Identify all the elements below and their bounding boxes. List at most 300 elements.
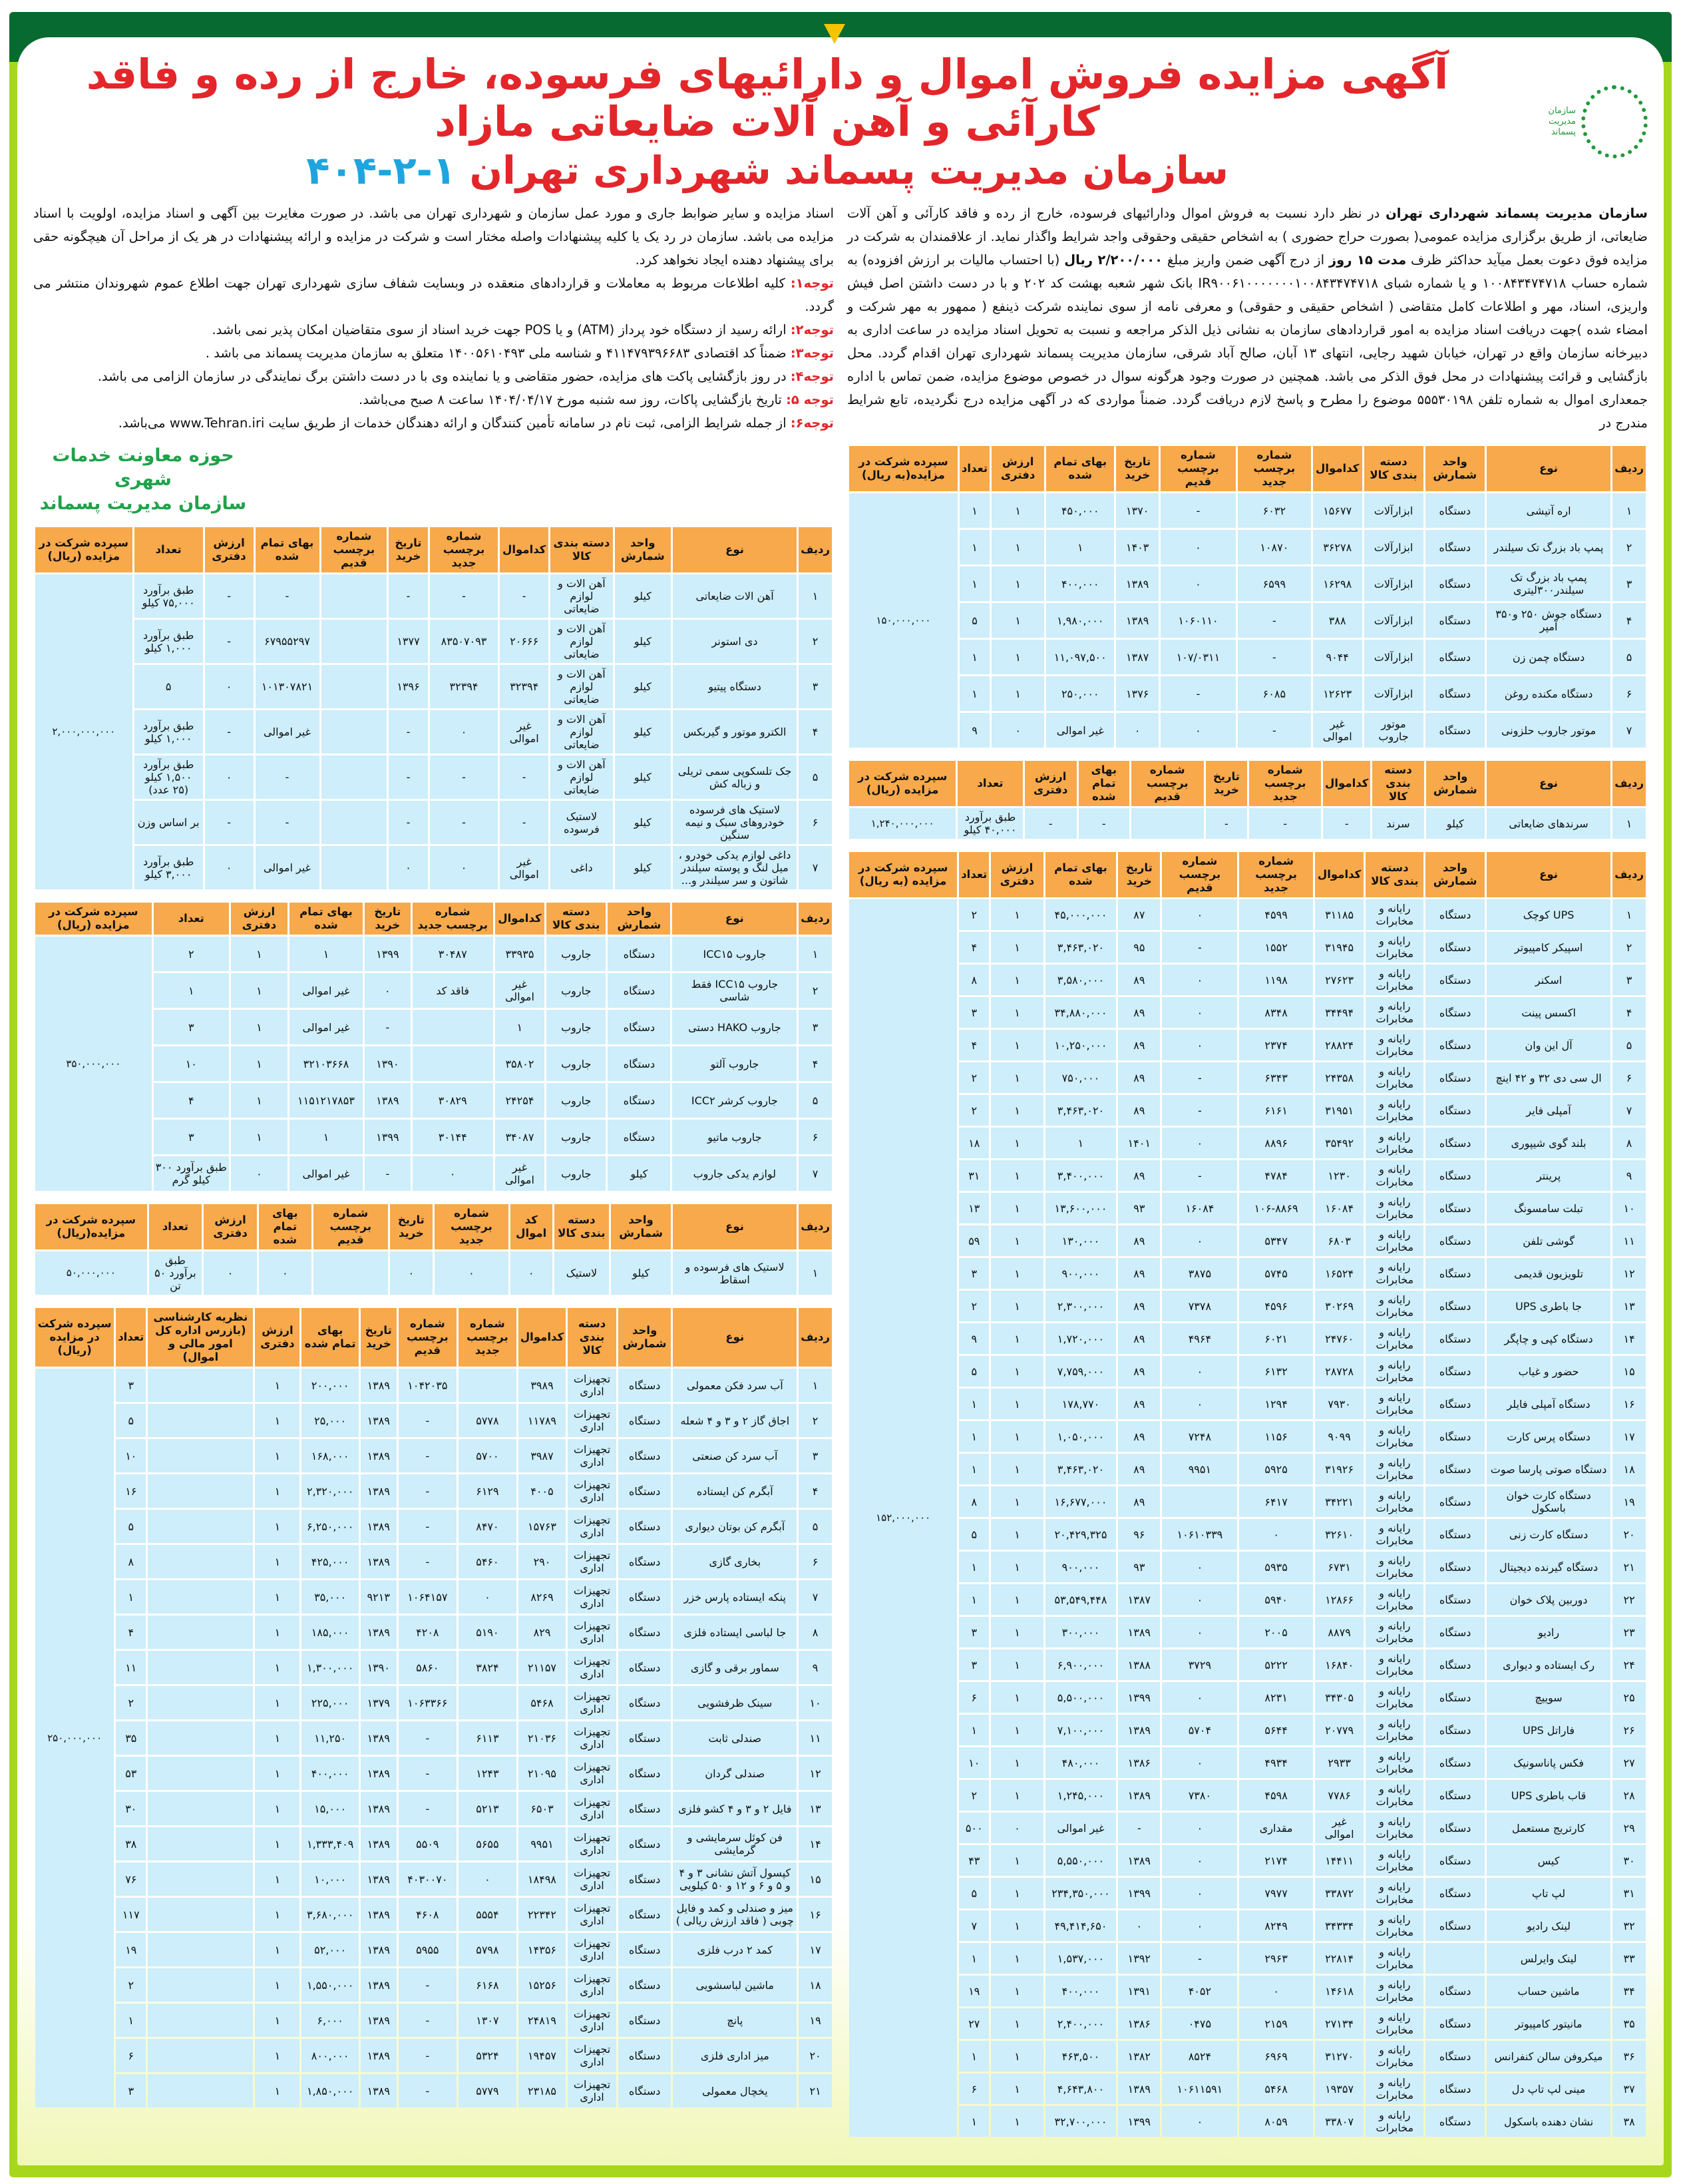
- table-cell: ۱: [960, 676, 990, 711]
- table-cell: ۱: [231, 1046, 287, 1081]
- table-cell: ۱۳۸۹: [361, 1369, 397, 1402]
- table-cell: ۱: [959, 1584, 989, 1615]
- item-name: اره آتیشی: [1487, 493, 1610, 528]
- table-cell: رایانه و مخابرات: [1366, 1030, 1423, 1060]
- table-cell: ۰: [259, 1251, 311, 1295]
- table-cell: [148, 1369, 253, 1402]
- item-name: قاب باطری UPS: [1487, 1780, 1610, 1811]
- column-header: نظریه کارشناسی (بازرس اداره کل امور مالی و اموال): [148, 1308, 253, 1367]
- table-cell: ۱: [991, 1943, 1043, 1974]
- table-row: [849, 1910, 1646, 1941]
- table-cell: ۵۴۶۸: [518, 1686, 566, 1719]
- item-name: جاروب HAKO دستی: [672, 1010, 797, 1044]
- content-columns: [33, 202, 1648, 2139]
- yellow-notch-marker: [824, 24, 845, 44]
- table-cell: ۱,۷۲۰,۰۰۰: [1045, 1323, 1117, 1354]
- table-cell: ۳۳۹۳۵: [495, 937, 544, 971]
- row-number: ۶: [799, 801, 832, 844]
- table-cell: ۸۹: [1118, 1225, 1160, 1256]
- table-cell: ۲۱۰۳۶: [518, 1721, 566, 1755]
- table-cell: رایانه و مخابرات: [1366, 2041, 1423, 2072]
- table-cell: ۱: [991, 1747, 1043, 1778]
- table-cell: ۴: [959, 932, 989, 963]
- table-cell: دستگاه: [1425, 1552, 1485, 1582]
- table-cell: ۸۰۵۹: [1239, 2106, 1312, 2137]
- table-cell: -: [205, 710, 254, 754]
- table-cell: [321, 710, 387, 754]
- table-cell: ۰: [205, 665, 254, 708]
- table-cell: ۵۹۲۵: [1239, 1454, 1312, 1484]
- table-cell: -: [389, 801, 428, 844]
- table-cell: رایانه و مخابرات: [1366, 1062, 1423, 1093]
- row-number: ۲۷: [1612, 1747, 1646, 1778]
- table-cell: ۰: [231, 1156, 287, 1191]
- table-cell: ۱: [231, 1120, 287, 1154]
- item-name: میز و صندلی و کمد و فایل چوبی ( فاقد ارزش ریالی ): [673, 1898, 797, 1931]
- table-cell: ۰: [1162, 1910, 1237, 1941]
- table-row: [849, 603, 1646, 638]
- table-cell: ۱: [959, 2041, 989, 2072]
- item-name: جاروب ICC۱۵ فقط شاسی: [672, 973, 797, 1008]
- table-cell: ۲: [959, 1062, 989, 1093]
- table-cell: [413, 1010, 493, 1044]
- table-row: [35, 1369, 832, 1402]
- item-name: لینک وایرلس: [1487, 1943, 1610, 1974]
- table-cell: ۱: [959, 1552, 989, 1582]
- table-cell: ۰: [1162, 1030, 1237, 1060]
- column-header: سپرده شرکت در مزایده (ریال): [35, 527, 132, 572]
- table-cell: ۰: [1162, 1682, 1237, 1713]
- column-header: دسته بندی کالا: [554, 1204, 610, 1249]
- table-cell: ۱۶۸,۰۰۰: [301, 1439, 358, 1472]
- column-header: ارزش دفتری: [1025, 761, 1077, 806]
- note-1: [33, 272, 834, 318]
- column-header: شماره برچسب جدید: [435, 1204, 508, 1249]
- table-cell: ۶۵۰۳: [518, 1792, 566, 1825]
- item-name: جاروب ICC۱۵: [672, 937, 797, 971]
- table-cell: [148, 1862, 253, 1896]
- column-header: واحد شمارش: [1425, 446, 1485, 491]
- note-text: کلیه اطلاعات مربوط به معاملات و قراردادهای منعقده در وبسایت شفاف سازی شهرداری تهران جهت اطلاع عموم شهروندان منتشر می گردد.: [33, 276, 834, 315]
- table-cell: رایانه و مخابرات: [1366, 1617, 1423, 1647]
- item-name: رک ایستاده و دیواری: [1487, 1649, 1610, 1680]
- note-label: توجه۴:: [790, 369, 834, 385]
- column-header: تعداد: [958, 761, 1022, 806]
- table-cell: ۲۸۸۲۴: [1315, 1030, 1364, 1060]
- table-cell: ۵۳,۵۴۹,۴۴۸: [1045, 1584, 1117, 1615]
- table-cell: [148, 2004, 253, 2037]
- table-cell: ۲۴۳۵۸: [1315, 1062, 1364, 1093]
- table-cell: ۰: [1161, 566, 1236, 601]
- table-cell: دستگاه: [618, 1369, 671, 1402]
- column-header: شماره برچسب قدیم: [313, 1204, 388, 1249]
- table-cell: ۳۶۲۷۸: [1313, 530, 1362, 564]
- table-cell: ۳۴۲۲۱: [1315, 1486, 1364, 1517]
- table-cell: ۴۰۰,۰۰۰: [1045, 1976, 1117, 2006]
- table-cell: ۱: [992, 676, 1044, 711]
- column-header: واحد شمارش: [608, 903, 670, 935]
- column-header: ارزش دفتری: [991, 852, 1043, 897]
- item-name: دستگاه کارت زنی: [1487, 1519, 1610, 1550]
- table-row: [35, 1046, 832, 1081]
- tender-number: ۱-۲-۴۰۴: [306, 147, 457, 193]
- table-cell: رایانه و مخابرات: [1366, 1323, 1423, 1354]
- item-name: دستگاه کپی و چاپگر: [1487, 1323, 1610, 1354]
- item-name: دستگاه پیتیو: [673, 665, 797, 708]
- table-cell: ۱: [991, 1976, 1043, 2006]
- table-cell: ۱۳: [959, 1193, 989, 1223]
- table-cell: ۲۰۶۶۶: [500, 620, 548, 663]
- table-cell: ۱۲۹۴: [1239, 1389, 1312, 1419]
- table-cell: ۱۳۷۷: [389, 620, 428, 663]
- table-row: [35, 756, 832, 799]
- table-cell: ۰: [205, 756, 254, 799]
- table-cell: ۱۳۰۷: [459, 2004, 516, 2037]
- item-name: صندلی ثابت: [673, 1721, 797, 1755]
- table-cell: ۸۹: [1118, 1030, 1160, 1060]
- item-name: لینک رادیو: [1487, 1910, 1610, 1941]
- table-cell: ۱۱,۲۵۰: [301, 1721, 358, 1755]
- table-cell: رایانه و مخابرات: [1366, 899, 1423, 930]
- column-header: شماره برچسب قدیم: [321, 527, 387, 572]
- table-cell: [148, 1757, 253, 1790]
- table-cell: ۸۹: [1118, 1323, 1160, 1354]
- table-cell: ۱۳۸۹: [361, 1862, 397, 1896]
- table-row: [849, 899, 1646, 930]
- table-cell: ۳۴,۸۸۰,۰۰۰: [1045, 997, 1117, 1028]
- item-name: جاروب ماتیو: [672, 1120, 797, 1154]
- table-row: [35, 1120, 832, 1154]
- item-name: بلند گوی شیپوری: [1487, 1128, 1610, 1158]
- table-cell: ۲۹۰: [518, 1545, 566, 1578]
- table-cell: ۸۹: [1118, 965, 1160, 995]
- table-cell: ۰: [459, 1862, 516, 1896]
- table-cell: ۰: [1162, 965, 1237, 995]
- table-cell: دستگاه: [1425, 1128, 1485, 1158]
- table-cell: جاروب: [546, 1083, 606, 1118]
- table-cell: ۱۴۴۱۱: [1315, 1845, 1364, 1876]
- table-row: [849, 1649, 1646, 1680]
- table-cell: مقداری: [1239, 1813, 1312, 1843]
- row-number: ۱۶: [799, 1898, 832, 1931]
- table-cell: [148, 1968, 253, 2002]
- table-row: [849, 1813, 1646, 1843]
- table-cell: ۱: [991, 965, 1043, 995]
- table-cell: غیر اموالی: [500, 846, 548, 889]
- table-cell: غیر اموالی: [1046, 713, 1114, 748]
- table-cell: ۸۹: [1118, 1160, 1160, 1191]
- table-cell: دستگاه: [618, 2074, 671, 2107]
- table-cell: ۱: [231, 937, 287, 971]
- table-cell: ۱: [255, 1439, 299, 1472]
- table-cell: ۳: [154, 1120, 229, 1154]
- note-4: [33, 365, 834, 388]
- table-cell: -: [1238, 713, 1311, 748]
- table-cell: ۳۸۸: [1313, 603, 1362, 638]
- table-cell: ۴۰۰,۰۰۰: [1046, 566, 1114, 601]
- column-header: کداموال: [495, 903, 544, 935]
- table-cell: دستگاه: [1425, 1258, 1485, 1289]
- deposit-amount: ۵۰,۰۰۰,۰۰۰: [35, 1251, 147, 1295]
- table-cell: ۹۶: [1118, 1519, 1160, 1550]
- table-cell: رایانه و مخابرات: [1366, 965, 1423, 995]
- table-cell: ۱: [255, 1510, 299, 1543]
- table-cell: ۰: [1162, 1225, 1237, 1256]
- row-number: ۱۰: [799, 1686, 832, 1719]
- table-cell: طبق برآورد ۴۰,۰۰۰ کیلو: [958, 808, 1022, 839]
- item-name: آهن الات ضایعاتی: [673, 574, 797, 618]
- row-number: ۱۵: [1612, 1356, 1646, 1387]
- table-cell: ۱۳۹۰: [365, 1046, 411, 1081]
- table-cell: -: [1161, 676, 1236, 711]
- table-cell: ۵۲۲۲: [1239, 1649, 1312, 1680]
- column-header: سپرده شرکت در مزایده (به ریال): [849, 852, 957, 897]
- table-cell: ۰: [1162, 1356, 1237, 1387]
- table-cell: ۵: [116, 1510, 146, 1543]
- table-cell: ۴۹۳۴: [1239, 1747, 1312, 1778]
- table-row: [849, 1878, 1646, 1908]
- item-name: فایل ۲ و ۳ و ۴ کشو فلزی: [673, 1792, 797, 1825]
- row-number: ۳۵: [1612, 2008, 1646, 2039]
- table-cell: -: [399, 1757, 457, 1790]
- table-cell: فاقد کد: [413, 973, 493, 1008]
- table-cell: ۱۳۹۹: [365, 937, 411, 971]
- column-header: واحد شمارش: [611, 1204, 671, 1249]
- item-name: لپ تاپ: [1487, 1878, 1610, 1908]
- row-number: ۱: [799, 1251, 832, 1295]
- table-cell: ۰: [390, 1251, 433, 1295]
- table-cell: کیلو: [615, 756, 671, 799]
- table-row: [849, 2106, 1646, 2137]
- table-row: [849, 1356, 1646, 1387]
- table-cell: کیلو: [615, 574, 671, 618]
- table-cell: دستگاه: [618, 1616, 671, 1649]
- table-cell: ۶: [959, 1682, 989, 1713]
- table-cell: ۱: [991, 1225, 1043, 1256]
- row-number: ۲۱: [1612, 1552, 1646, 1582]
- row-number: ۷: [799, 846, 832, 889]
- table-cell: -: [399, 1545, 457, 1578]
- table-cell: [148, 1792, 253, 1825]
- row-number: ۳: [799, 1010, 832, 1044]
- table-cell: موتور جاروب: [1364, 713, 1423, 748]
- column-header: کداموال: [500, 527, 548, 572]
- table-row: [849, 676, 1646, 711]
- table-cell: ۸: [116, 1545, 146, 1578]
- column-header: سپرده شرکت در مزایده (ریال): [35, 903, 152, 935]
- row-number: ۳۱: [1612, 1878, 1646, 1908]
- table-row: [35, 574, 832, 618]
- table-cell: -: [399, 1474, 457, 1508]
- table-cell: [321, 756, 387, 799]
- table-row: [849, 1454, 1646, 1484]
- table-cell: ۱۸: [959, 1128, 989, 1158]
- table-cell: رایانه و مخابرات: [1366, 1193, 1423, 1223]
- table-cell: رایانه و مخابرات: [1366, 1519, 1423, 1550]
- department-line-1: حوزه معاونت خدمات شهری: [52, 445, 234, 491]
- scrap-iron-table: [33, 525, 834, 891]
- org-name: سازمان مدیریت پسماند شهرداری تهران: [469, 147, 1228, 193]
- table-cell: ۹: [959, 1323, 989, 1354]
- row-number: ۱۷: [799, 1933, 832, 1966]
- item-name: لوازم یدکی جاروب: [672, 1156, 797, 1191]
- table-cell: ۱: [992, 603, 1044, 638]
- table-cell: ابزارآلات: [1364, 493, 1423, 528]
- table-cell: ۲۴۷۶۰: [1315, 1323, 1364, 1354]
- table-cell: ۱: [991, 1682, 1043, 1713]
- row-number: ۳۸: [1612, 2106, 1646, 2137]
- table-cell: ۱: [991, 899, 1043, 930]
- table-cell: دستگاه: [1425, 1584, 1485, 1615]
- table-cell: ۵۳: [116, 1757, 146, 1790]
- table-header-row: [35, 527, 832, 572]
- table-cell: ۵۹۴۰: [1239, 1584, 1312, 1615]
- table-cell: [148, 1545, 253, 1578]
- column-header: نوع: [672, 903, 797, 935]
- table-cell: ۳,۵۸۰,۰۰۰: [1045, 965, 1117, 995]
- ad-subtitle: [33, 148, 1501, 193]
- row-number: ۶: [1612, 1062, 1646, 1093]
- table-cell: رایانه و مخابرات: [1366, 1552, 1423, 1582]
- table-cell: آهن الات و لوازم ضایعاتی: [550, 756, 613, 799]
- table-cell: ۱۳۷۹: [361, 1686, 397, 1719]
- table-cell: دستگاه: [1425, 2106, 1485, 2137]
- table-cell: ۱۳۹۹: [365, 1120, 411, 1154]
- table-cell: سرند: [1372, 808, 1423, 839]
- table-cell: ۱,۸۵۰,۰۰۰: [301, 2074, 358, 2107]
- table-cell: ۱۶۵۲۴: [1315, 1258, 1364, 1289]
- table-cell: ۲: [959, 1780, 989, 1811]
- table-cell: ۴۰۵۲: [1162, 1976, 1237, 2006]
- table-cell: غیر اموالی: [495, 973, 544, 1008]
- table-cell: ۳۱۲۷۰: [1315, 2041, 1364, 2072]
- table-cell: ۸۲۶۹: [518, 1580, 566, 1614]
- table-cell: -: [389, 756, 428, 799]
- column-header: شماره برچسب قدیم: [399, 1308, 457, 1367]
- row-number: ۳: [1612, 566, 1646, 601]
- table-cell: [148, 1404, 253, 1437]
- table-cell: تجهیزات اداری: [568, 1757, 616, 1790]
- table-cell: ۲۵۰,۰۰۰: [1046, 676, 1114, 711]
- table-cell: ۸۲۳۱: [1239, 1682, 1312, 1713]
- table-cell: ۴۶۳,۵۰۰: [1045, 2041, 1117, 2072]
- scrap-sieves-table: [847, 759, 1648, 841]
- table-cell: ۵: [116, 1404, 146, 1437]
- column-header: کداموال: [1313, 446, 1362, 491]
- table-cell: ۱۴۰۳: [1116, 530, 1159, 564]
- table-cell: ۰: [1162, 1584, 1237, 1615]
- table-cell: دستگاه: [1425, 640, 1485, 674]
- row-number: ۵: [1612, 640, 1646, 674]
- table-cell: ۳۰۰,۰۰۰: [1045, 1617, 1117, 1647]
- table-cell: ۳,۶۸۰,۰۰۰: [301, 1898, 358, 1931]
- table-row: [849, 1030, 1646, 1060]
- table-row: [35, 1968, 832, 2002]
- table-cell: ۷۳۷۸: [1162, 1291, 1237, 1321]
- item-name: فن کوئل سرمایشی و گرمایشی: [673, 1827, 797, 1860]
- table-cell: ۱: [255, 2074, 299, 2107]
- table-cell: ۱: [991, 1519, 1043, 1550]
- table-row: [849, 808, 1646, 839]
- table-cell: تجهیزات اداری: [568, 1898, 616, 1931]
- table-cell: -: [389, 574, 428, 618]
- table-cell: دستگاه: [608, 1083, 670, 1118]
- row-number: ۹: [799, 1651, 832, 1684]
- row-number: ۶: [799, 1120, 832, 1154]
- table-cell: ۳۲,۷۰۰,۰۰۰: [1045, 2106, 1117, 2137]
- row-number: ۴: [1612, 603, 1646, 638]
- table-cell: ۰: [1162, 2106, 1237, 2137]
- item-name: جا لباسی ایستاده فلزی: [673, 1616, 797, 1649]
- ad-frame: [9, 12, 1672, 2177]
- table-cell: ۰: [430, 846, 498, 889]
- table-cell: رایانه و مخابرات: [1366, 1356, 1423, 1387]
- table-cell: ۱: [991, 1095, 1043, 1126]
- item-name: کیس: [1487, 1845, 1610, 1876]
- table-cell: ۸۲۴۹: [1239, 1910, 1312, 1941]
- table-cell: -: [1162, 1943, 1237, 1974]
- item-name: پرینتر: [1487, 1160, 1610, 1191]
- table-cell: ۲: [154, 937, 229, 971]
- table-cell: ۱: [1045, 1128, 1117, 1158]
- table-cell: ۱: [991, 2074, 1043, 2104]
- table-cell: ۱۳۸۶: [1118, 2008, 1160, 2039]
- item-name: اجاق گاز ۲ و ۳ و ۴ شعله: [673, 1404, 797, 1437]
- table-cell: ۹: [960, 713, 990, 748]
- table-cell: ۱: [255, 2004, 299, 2037]
- table-cell: آهن الات و لوازم ضایعاتی: [550, 710, 613, 754]
- intro-org: سازمان مدیریت پسماند شهرداری تهران: [1386, 206, 1648, 222]
- table-cell: ۳۴۴۹۴: [1315, 997, 1364, 1028]
- table-cell: [148, 1898, 253, 1931]
- item-name: اکسس پینت: [1487, 997, 1610, 1028]
- item-name: لاستیک های فرسوده خودروهای سبک و نیمه سنگین: [673, 801, 797, 844]
- table-cell: [148, 1510, 253, 1543]
- table-cell: ۱: [495, 1010, 544, 1044]
- table-cell: دستگاه: [1425, 1389, 1485, 1419]
- row-number: ۲: [799, 1404, 832, 1437]
- table-cell: ۶۱۶۱: [1239, 1095, 1312, 1126]
- table-cell: ۸۳۴۸: [1239, 997, 1312, 1028]
- table-cell: ۱۶۰۸۴: [1315, 1193, 1364, 1223]
- table-cell: ۰: [1162, 1747, 1237, 1778]
- tools-table: [847, 444, 1648, 750]
- table-cell: ۱: [255, 1827, 299, 1860]
- item-name: نشان دهنده باسکول: [1487, 2106, 1610, 2137]
- item-name: میز اداری فلزی: [673, 2039, 797, 2072]
- table-cell: ۱۸۴۹۸: [518, 1862, 566, 1896]
- table-cell: ۰: [1162, 1878, 1237, 1908]
- item-name: آب سرد فکن معمولی: [673, 1369, 797, 1402]
- table-cell: ۱۰۱۳۰۷۸۲۱: [256, 665, 319, 708]
- table-row: [849, 965, 1646, 995]
- table-cell: دستگاه: [1425, 1813, 1485, 1843]
- table-cell: ۳۴۳۰۵: [1315, 1682, 1364, 1713]
- item-name: یخچال معمولی: [673, 2074, 797, 2107]
- column-header: بهای تمام شده: [1046, 446, 1114, 491]
- table-cell: دستگاه: [1425, 1030, 1485, 1060]
- table-cell: ۱۳۸۹: [1118, 1715, 1160, 1745]
- table-cell: ۳۳۸۷۲: [1315, 1878, 1364, 1908]
- row-number: ۱۸: [799, 1968, 832, 2002]
- table-cell: دستگاه: [1425, 1486, 1485, 1517]
- column-header: تعداد: [960, 446, 990, 491]
- table-cell: -: [1162, 1062, 1237, 1093]
- row-number: ۱۸: [1612, 1454, 1646, 1484]
- table-cell: دستگاه: [618, 1827, 671, 1860]
- table-cell: ۰: [435, 1251, 508, 1295]
- table-cell: آهن الات و لوازم ضایعاتی: [550, 665, 613, 708]
